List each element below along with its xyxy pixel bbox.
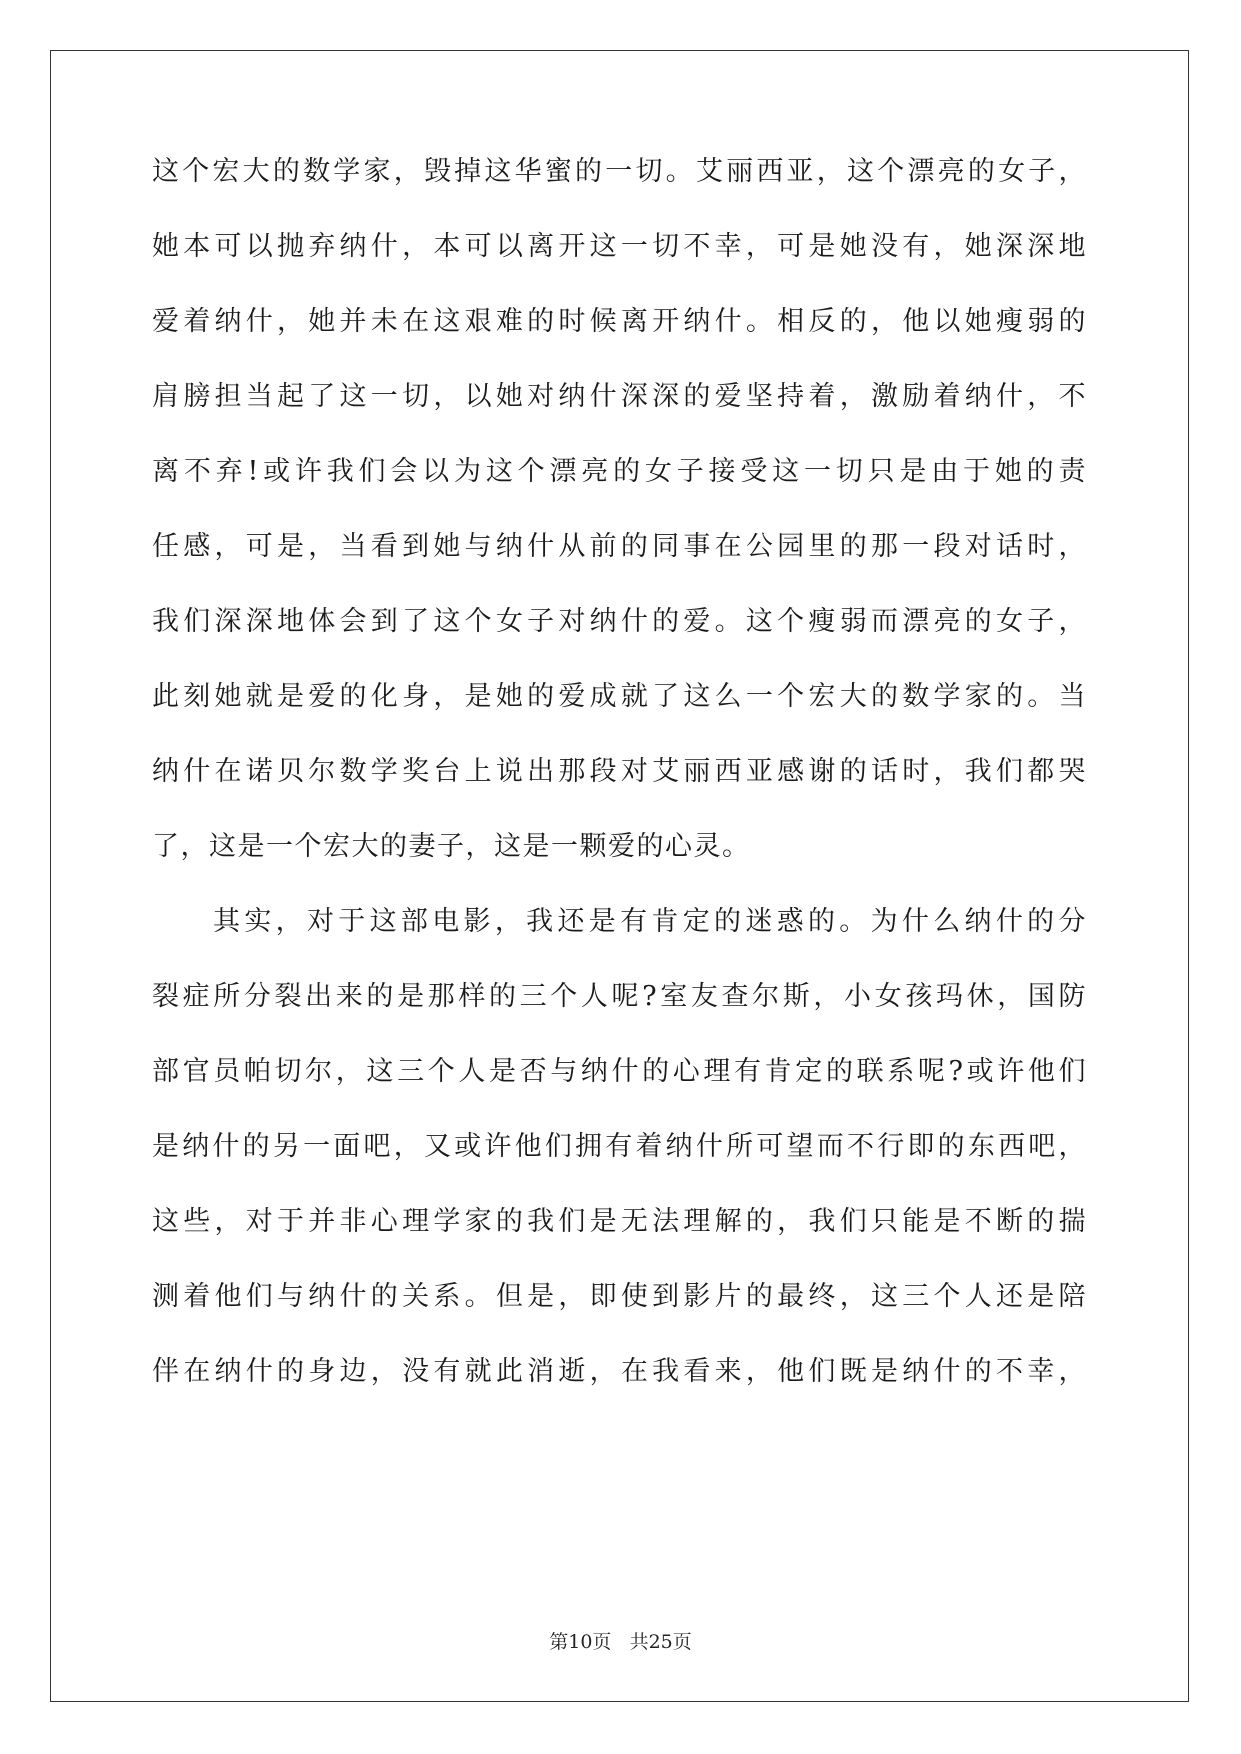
page-border [50,50,1189,1702]
text-line: 测着他们与纳什的关系。但是，即使到影片的最终，这三个人还是陪 [152,1281,1087,1312]
text-line: 伴在纳什的身边，没有就此消逝，在我看来，他们既是纳什的不幸， [152,1356,1087,1387]
page-footer [0,1630,1241,1654]
text-line: 我们深深地体会到了这个女子对纳什的爱。这个瘦弱而漂亮的女子， [152,606,1087,637]
page-number: 第10页 [549,1631,612,1653]
text-line: 裂症所分裂出来的是那样的三个人呢?室友查尔斯，小女孩玛休，国防 [152,981,1087,1012]
text-line: 她本可以抛弃纳什，本可以离开这一切不幸，可是她没有，她深深地 [152,231,1087,262]
text-line: 任感，可是，当看到她与纳什从前的同事在公园里的那一段对话时， [152,531,1087,562]
text-line: 这个宏大的数学家，毁掉这华蜜的一切。艾丽西亚，这个漂亮的女子， [152,156,1087,187]
text-line: 爱着纳什，她并未在这艰难的时候离开纳什。相反的，他以她瘦弱的 [152,306,1087,337]
page-total: 共25页 [629,1631,692,1653]
text-line: 了，这是一个宏大的妻子，这是一颗爱的心灵。 [152,831,751,862]
text-line: 离不弃!或许我们会以为这个漂亮的女子接受这一切只是由于她的责 [152,456,1087,487]
text-line: 这些，对于并非心理学家的我们是无法理解的，我们只能是不断的揣 [152,1206,1087,1237]
text-line: 纳什在诺贝尔数学奖台上说出那段对艾丽西亚感谢的话时，我们都哭 [152,756,1087,787]
paragraph-first-line: 其实，对于这部电影，我还是有肯定的迷惑的。为什么纳什的分 [213,906,1087,937]
text-line: 是纳什的另一面吧，又或许他们拥有着纳什所可望而不行即的东西吧， [152,1131,1087,1162]
text-line: 部官员帕切尔，这三个人是否与纳什的心理有肯定的联系呢?或许他们 [152,1056,1087,1087]
text-line: 此刻她就是爱的化身，是她的爱成就了这么一个宏大的数学家的。当 [152,681,1087,712]
text-line: 肩膀担当起了这一切，以她对纳什深深的爱坚持着，激励着纳什，不 [152,381,1087,412]
